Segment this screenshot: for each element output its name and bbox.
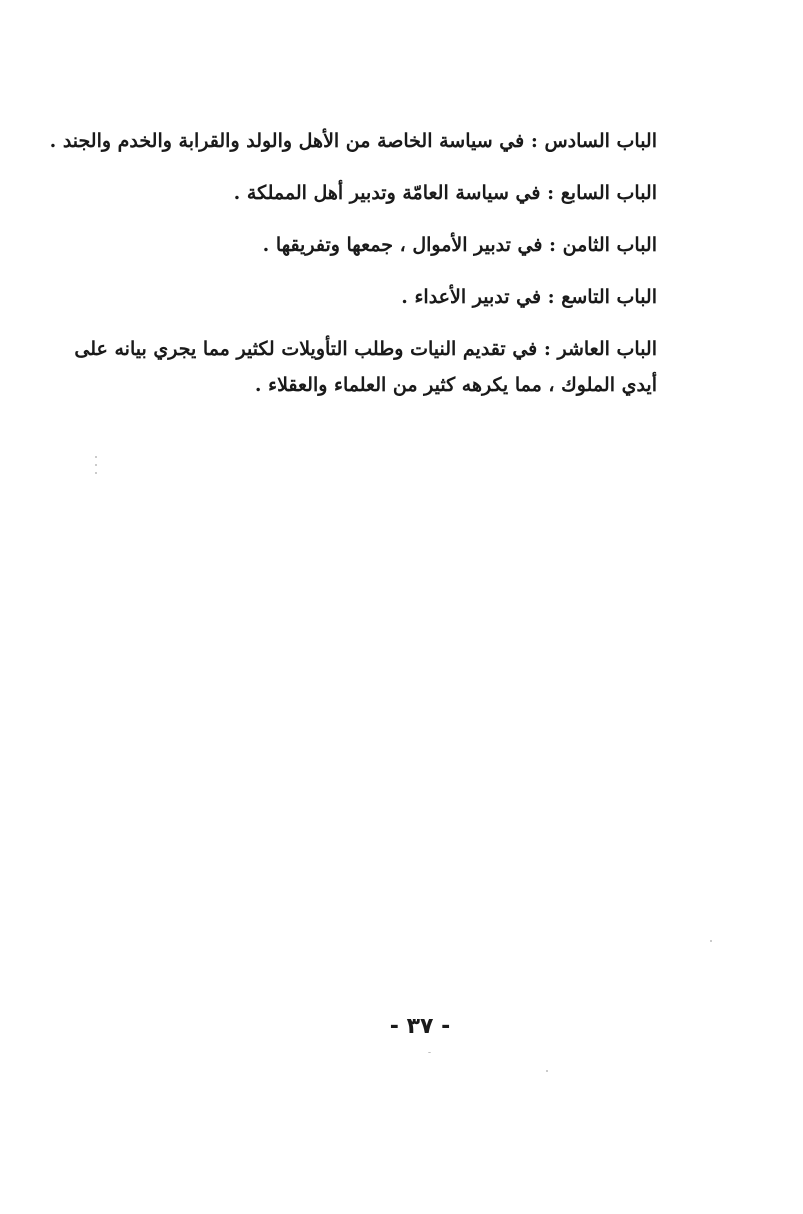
scan-speck <box>710 940 712 942</box>
scan-speck <box>428 1052 431 1053</box>
scan-speck <box>95 464 97 466</box>
chapter-seven-line: الباب السابع : في سياسة العامّة وتدبير أهل المملكة . <box>233 182 657 204</box>
scan-speck <box>546 1070 548 1072</box>
chapter-six-line: الباب السادس : في سياسة الخاصة من الأهل والولد والقرابة والخدم والجند . <box>49 130 657 152</box>
chapter-ten-line: الباب العاشر : في تقديم النيات وطلب التأويلات لكثير مما يجري بيانه على <box>74 338 657 360</box>
chapter-ten-continuation-line: أيدي الملوك ، مما يكرهه كثير من العلماء والعقلاء . <box>254 374 657 396</box>
page-number: - ٣٧ - <box>389 1014 451 1039</box>
scan-speck <box>95 456 97 458</box>
chapter-eight-line: الباب الثامن : في تدبير الأموال ، جمعها وتفريقها . <box>262 234 657 256</box>
scan-speck <box>95 472 97 474</box>
chapter-nine-line: الباب التاسع : في تدبير الأعداء . <box>401 286 657 308</box>
